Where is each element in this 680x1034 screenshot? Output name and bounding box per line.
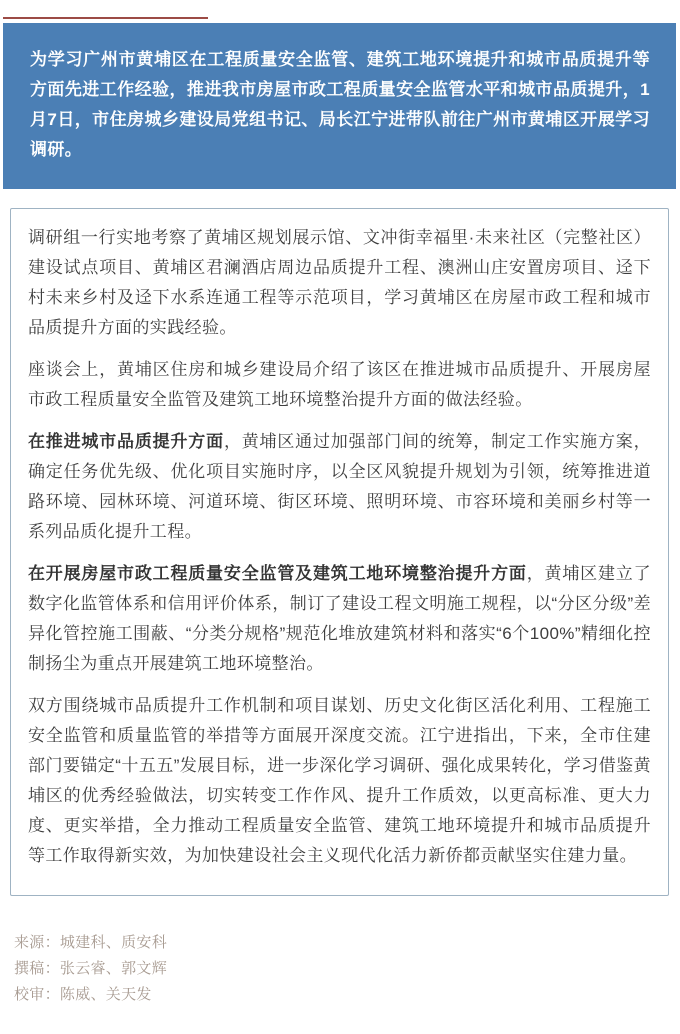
paragraph-text: ，黄埔区建立了数字化监管体系和信用评价体系，制订了建设工程文明施工规程，以“分区分级”差异化管控施工围蔽、“分类分规格”规范化堆放建筑材料和落实“6个100%”精细化控制扬尘为重点开展建筑工地环境整治。 — [28, 564, 651, 673]
top-divider-rule — [3, 17, 208, 19]
intro-text: 为学习广州市黄埔区在工程质量安全监管、建筑工地环境提升和城市品质提升等方面先进工作经验，推进我市房屋市政工程质量安全监管水平和城市品质提升，1月7日，市住房城乡建设局党组书记、局长江宁进带队前往广州市黄埔区开展学习调研。 — [30, 50, 650, 159]
article-body-card — [10, 208, 669, 896]
paragraph-text: 调研组一行实地考察了黄埔区规划展示馆、文冲街幸福里·未来社区（完整社区）建设试点项目、黄埔区君澜酒店周边品质提升工程、澳洲山庄安置房项目、迳下村未来乡村及迳下水系连通工程等示范项目，学习黄埔区在房屋市政工程和城市品质提升方面的实践经验。 — [28, 228, 651, 337]
credit-source: 来源：城建科、质安科 — [14, 934, 168, 951]
paragraph-supervision — [28, 559, 651, 679]
paragraph-lead: 在推进城市品质提升方面 — [28, 432, 224, 451]
paragraph-text: ，黄埔区通过加强部门间的统筹，制定工作实施方案，确定任务优先级、优化项目实施时序，以全区风貌提升规划为引领，统筹推进道路环境、园林环境、河道环境、街区环境、照明环境、市容环境和美丽乡村等一系列品质化提升工程。 — [28, 432, 651, 541]
credit-author: 撰稿：张云睿、郭文辉 — [14, 960, 168, 977]
paragraph-city-quality — [28, 427, 651, 547]
paragraph-lead: 在开展房屋市政工程质量安全监管及建筑工地环境整治提升方面 — [28, 564, 527, 583]
intro-banner — [3, 23, 676, 189]
credit-reviewer: 校审：陈威、关天发 — [14, 986, 152, 1003]
paragraph-text: 双方围绕城市品质提升工作机制和项目谋划、历史文化街区活化利用、工程施工安全监管和质量监管的举措等方面展开深度交流。江宁进指出，下来，全市住建部门要锚定“十五五”发展目标，进一步深化学习调研、强化成果转化，学习借鉴黄埔区的优秀经验做法，切实转变工作作风、提升工作质效，以更高标准、更大力度、更实举措，全力推动工程质量安全监管、建筑工地环境提升和城市品质提升等工作取得新实效，为加快建设社会主义现代化活力新侨都贡献坚实住建力量。 — [28, 696, 651, 865]
paragraph-text: 座谈会上，黄埔区住房和城乡建设局介绍了该区在推进城市品质提升、开展房屋市政工程质量安全监管及建筑工地环境整治提升方面的做法经验。 — [28, 360, 651, 409]
credits-block — [14, 930, 167, 1008]
paragraph-site-visit — [28, 223, 651, 343]
paragraph-symposium — [28, 355, 651, 415]
paragraph-exchange — [28, 691, 651, 871]
